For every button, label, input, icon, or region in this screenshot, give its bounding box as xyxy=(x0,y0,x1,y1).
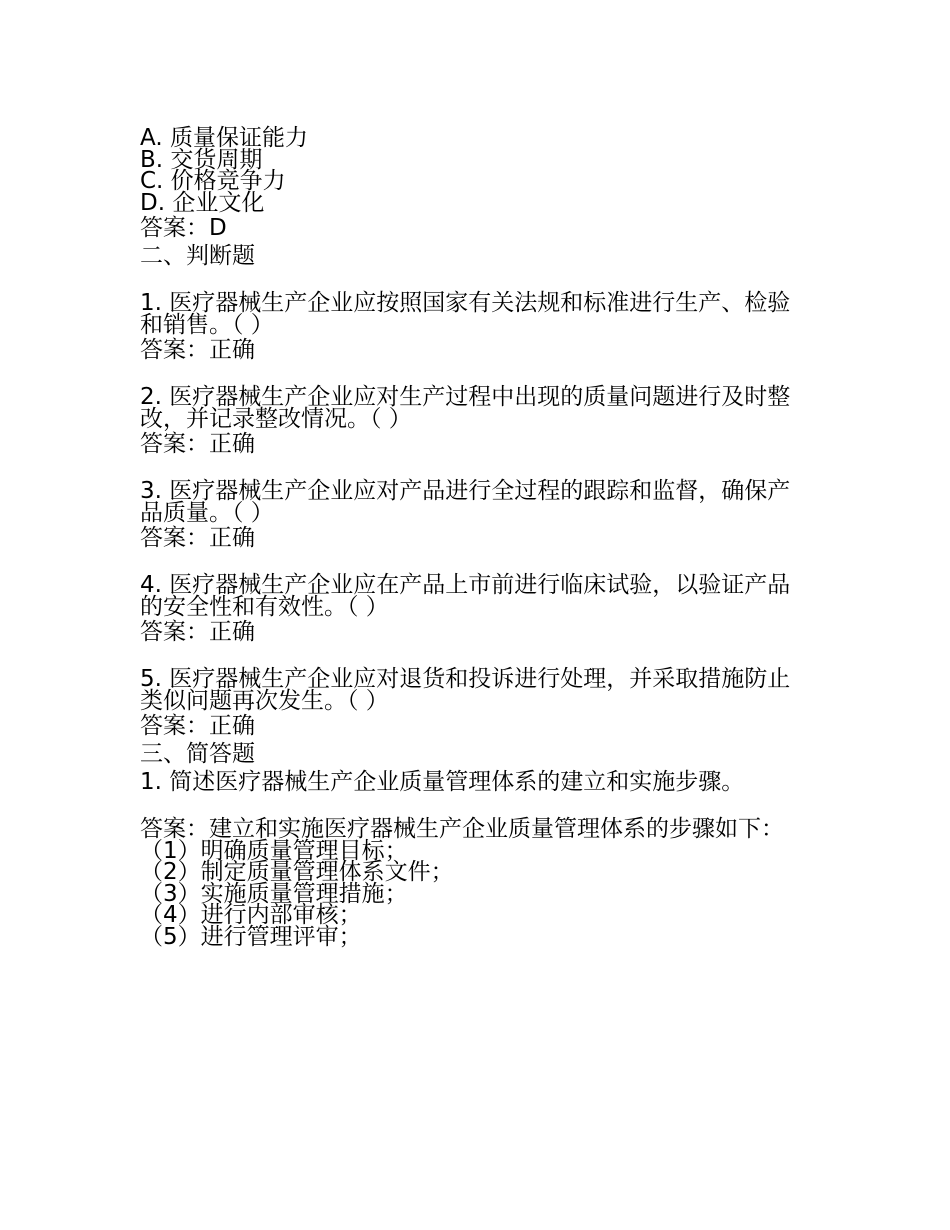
step-item-1: （1）明确质量管理目标； xyxy=(140,837,408,864)
judgment-question-4: 4. 医疗器械生产企业应在产品上市前进行临床试验，以验证产品的安全性和有效性。（ ） xyxy=(140,572,791,620)
document-page xyxy=(140,125,800,950)
judgment-answer-2: 答案：正确 xyxy=(140,431,255,457)
judgment-answer-1: 答案：正确 xyxy=(140,337,255,363)
short-answer-intro: 答案：建立和实施医疗器械生产企业质量管理体系的步骤如下： xyxy=(140,816,784,842)
judgment-answer-3: 答案：正确 xyxy=(140,525,255,551)
mc-option-c: C. 价格竞争力 xyxy=(140,168,286,194)
judgment-list xyxy=(140,290,800,740)
mc-options xyxy=(140,125,800,216)
judgment-question-3: 3. 医疗器械生产企业应对产品进行全过程的跟踪和监督，确保产品质量。（ ） xyxy=(140,478,791,526)
short-answer-question: 1. 简述医疗器械生产企业质量管理体系的建立和实施步骤。 xyxy=(140,769,745,795)
section-title-judgment: 二、判断题 xyxy=(140,243,255,269)
judgment-answer-4: 答案：正确 xyxy=(140,619,255,645)
mc-answer: 答案：D xyxy=(140,215,227,241)
mc-option-d: D. 企业文化 xyxy=(140,189,265,216)
step-item-2: （2）制定质量管理体系文件； xyxy=(140,859,454,885)
judgment-answer-5: 答案：正确 xyxy=(140,713,255,739)
step-item-4: （4）进行内部审核； xyxy=(140,902,362,928)
mc-option-b: B. 交货周期 xyxy=(140,146,263,173)
short-answer-steps xyxy=(140,837,800,950)
step-item-3: （3）实施质量管理措施； xyxy=(140,880,408,907)
judgment-question-2: 2. 医疗器械生产企业应对生产过程中出现的质量问题进行及时整改，并记录整改情况。（ ） xyxy=(140,384,791,432)
step-item-5: （5）进行管理评审； xyxy=(140,923,362,950)
judgment-question-1: 1. 医疗器械生产企业应按照国家有关法规和标准进行生产、检验和销售。（ ） xyxy=(140,290,791,338)
mc-option-a: A. 质量保证能力 xyxy=(140,125,308,151)
judgment-question-5: 5. 医疗器械生产企业应对退货和投诉进行处理，并采取措施防止类似问题再次发生。（ ） xyxy=(140,666,791,714)
section-title-short-answer: 三、简答题 xyxy=(140,741,255,767)
